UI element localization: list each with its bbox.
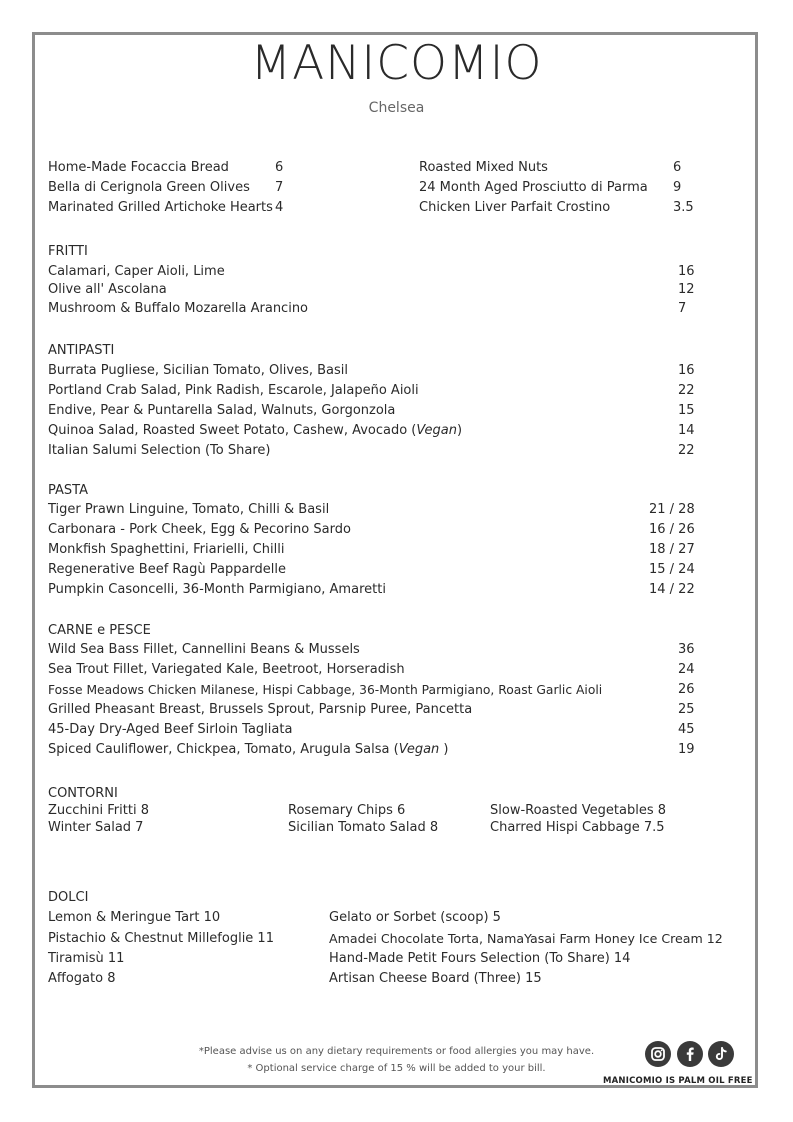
service-charge-notice: * Optional service charge of 15 % will be added to your bill.	[247, 1063, 546, 1074]
menu-item	[48, 401, 708, 421]
item-price: 14 / 22	[649, 582, 695, 597]
item-price: 24	[678, 662, 695, 677]
section-title-contorni: CONTORNI	[48, 786, 118, 801]
item-name-text: Quinoa Salad, Roasted Sweet Potato, Cashew, Avocado (	[48, 423, 417, 438]
item-name: Sea Trout Fillet, Variegated Kale, Beetroot, Horseradish	[48, 662, 405, 677]
item-name: Wild Sea Bass Fillet, Cannellini Beans & Mussels	[48, 642, 360, 657]
menu-item	[48, 700, 718, 720]
menu-item	[48, 178, 308, 198]
item-name	[48, 740, 449, 760]
item-price: 16	[678, 264, 695, 279]
item-name: 45-Day Dry-Aged Beef Sirloin Tagliata	[48, 722, 293, 737]
dessert-item: Amadei Chocolate Torta, NamaYasai Farm Honey Ice Cream 12	[329, 931, 723, 946]
item-name: Grilled Pheasant Breast, Brussels Sprout, Parsnip Puree, Pancetta	[48, 702, 473, 717]
section-title-antipasti: ANTIPASTI	[48, 343, 115, 358]
side-item: Zucchini Fritti 8	[48, 803, 149, 818]
menu-item	[48, 262, 708, 282]
item-price: 15	[678, 403, 695, 418]
item-name: Monkfish Spaghettini, Friarielli, Chilli	[48, 542, 285, 557]
page-title: MANICOMIO	[250, 36, 543, 91]
item-price: 3.5	[673, 200, 694, 215]
dessert-item: Lemon & Meringue Tart 10	[48, 910, 221, 925]
item-name: Tiger Prawn Linguine, Tomato, Chilli & Basil	[48, 502, 330, 517]
item-name: Burrata Pugliese, Sicilian Tomato, Olives, Basil	[48, 363, 349, 378]
section-title-carne-pesce: CARNE e PESCE	[48, 623, 151, 638]
side-item: Rosemary Chips 6	[288, 803, 406, 818]
vegan-label: Vegan	[416, 423, 457, 438]
item-price: 25	[678, 702, 695, 717]
item-name-suffix: )	[456, 423, 463, 438]
side-item: Slow-Roasted Vegetables 8	[490, 803, 666, 818]
dessert-item: Hand-Made Petit Fours Selection (To Share) 14	[329, 951, 631, 966]
menu-item	[48, 640, 718, 660]
item-name: Bella di Cerignola Green Olives	[48, 180, 250, 195]
item-name: Endive, Pear & Puntarella Salad, Walnuts, Gorgonzola	[48, 403, 396, 418]
menu-item	[48, 299, 708, 319]
side-item: Charred Hispi Cabbage 7.5	[490, 820, 665, 835]
item-price: 12	[678, 282, 695, 297]
item-name: Calamari, Caper Aioli, Lime	[48, 264, 225, 279]
item-name: Carbonara - Pork Cheek, Egg & Pecorino Sardo	[48, 522, 351, 537]
item-name: Home-Made Focaccia Bread	[48, 160, 229, 175]
tiktok-icon[interactable]	[708, 1041, 734, 1067]
allergy-notice: *Please advise us on any dietary requirements or food allergies you may have.	[198, 1046, 595, 1057]
item-price: 15 / 24	[649, 562, 695, 577]
menu-item	[48, 280, 708, 300]
menu-item	[48, 441, 708, 461]
item-price: 21 / 28	[649, 502, 695, 517]
location-subtitle: Chelsea	[368, 100, 425, 116]
menu-item	[48, 680, 718, 700]
item-price: 22	[678, 443, 695, 458]
menu-item	[48, 421, 708, 441]
facebook-icon[interactable]	[677, 1041, 703, 1067]
item-price: 14	[678, 423, 695, 438]
section-title-dolci: DOLCI	[48, 890, 89, 905]
menu-item	[48, 500, 708, 520]
item-name: Chicken Liver Parfait Crostino	[419, 200, 611, 215]
item-price: 45	[678, 722, 695, 737]
item-name: Olive all' Ascolana	[48, 282, 167, 297]
menu-item	[48, 540, 708, 560]
item-name-suffix: )	[439, 742, 449, 757]
item-price: 26	[678, 682, 695, 697]
item-name	[48, 421, 462, 441]
menu-item	[419, 158, 709, 178]
item-name: 24 Month Aged Prosciutto di Parma	[419, 180, 648, 195]
menu-item	[48, 580, 708, 600]
dessert-item: Pistachio & Chestnut Millefoglie 11	[48, 931, 274, 946]
menu-item	[48, 520, 708, 540]
item-name: Portland Crab Salad, Pink Radish, Escarole, Jalapeño Aioli	[48, 383, 419, 398]
item-price: 36	[678, 642, 695, 657]
dessert-item: Tiramisù 11	[48, 951, 125, 966]
item-name: Marinated Grilled Artichoke Hearts	[48, 200, 273, 215]
item-price: 22	[678, 383, 695, 398]
item-name: Roasted Mixed Nuts	[419, 160, 548, 175]
item-price: 7	[678, 301, 687, 316]
palm-oil-free-badge: MANICOMIO IS PALM OIL FREE	[603, 1076, 753, 1086]
item-name: Pumpkin Casoncelli, 36-Month Parmigiano, Amaretti	[48, 582, 386, 597]
menu-item	[48, 740, 718, 760]
item-price: 16 / 26	[649, 522, 695, 537]
item-name: Fosse Meadows Chicken Milanese, Hispi Cabbage, 36-Month Parmigiano, Roast Garlic Aioli	[48, 683, 603, 697]
menu-item	[48, 158, 308, 178]
item-price: 18 / 27	[649, 542, 695, 557]
menu-item	[48, 720, 718, 740]
dessert-item: Affogato 8	[48, 971, 116, 986]
side-item: Winter Salad 7	[48, 820, 144, 835]
menu-item	[48, 560, 708, 580]
menu-item	[48, 198, 308, 218]
menu-item	[419, 178, 709, 198]
item-name: Mushroom & Buffalo Mozarella Arancino	[48, 301, 309, 316]
item-price: 4	[275, 200, 284, 215]
side-item: Sicilian Tomato Salad 8	[288, 820, 439, 835]
section-title-pasta: PASTA	[48, 483, 88, 498]
item-price: 9	[673, 180, 682, 195]
dessert-item: Gelato or Sorbet (scoop) 5	[329, 910, 501, 925]
menu-item	[48, 660, 718, 680]
section-title-fritti: FRITTI	[48, 244, 88, 259]
vegan-label: Vegan	[398, 742, 440, 757]
item-price: 7	[275, 180, 284, 195]
item-price: 6	[275, 160, 284, 175]
menu-item	[48, 381, 708, 401]
item-price: 6	[673, 160, 682, 175]
item-price: 19	[678, 742, 695, 757]
menu-item	[419, 198, 709, 218]
dessert-item: Artisan Cheese Board (Three) 15	[329, 971, 542, 986]
instagram-icon[interactable]	[645, 1041, 671, 1067]
item-name: Italian Salumi Selection (To Share)	[48, 443, 271, 458]
item-name-text: Spiced Cauliflower, Chickpea, Tomato, Arugula Salsa (	[48, 742, 399, 757]
item-name: Regenerative Beef Ragù Pappardelle	[48, 562, 287, 577]
menu-item	[48, 361, 708, 381]
item-price: 16	[678, 363, 695, 378]
